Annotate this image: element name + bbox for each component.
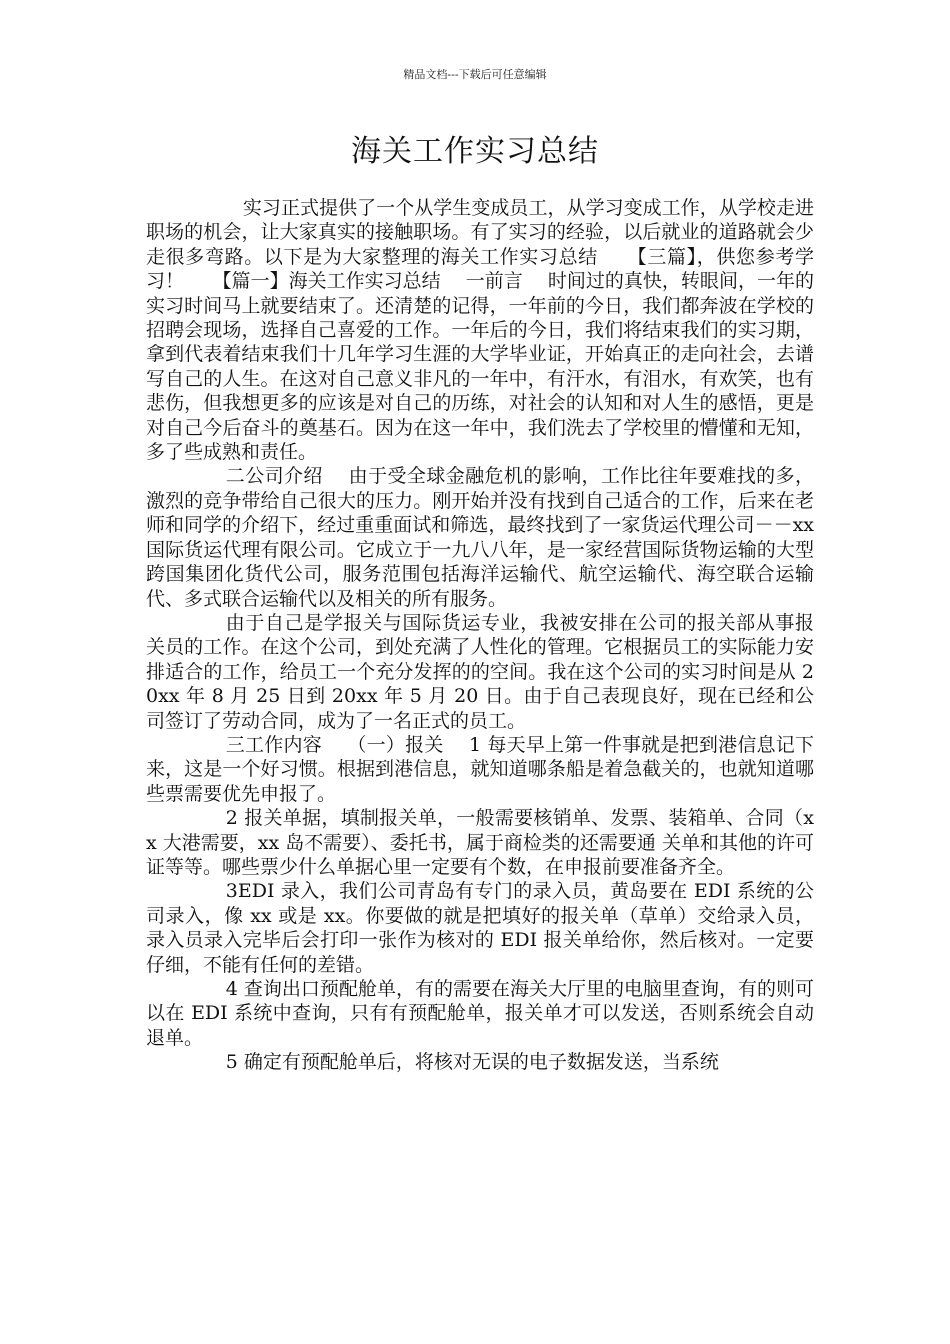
paragraph-work-content: 三工作内容 （一）报关 1 每天早上第一件事就是把到港信息记下来，这是一个好习惯。根据到港信息，就知道哪条船是着急截关的，也就知道哪些票需要优先申报了。 xyxy=(146,733,814,805)
paragraph-assignment: 由于自己是学报关与国际货运专业，我被安排在公司的报关部从事报关员的工作。在这个公司，到处充满了人性化的管理。它根据员工的实际能力安排适合的工作，给员工一个充分发挥的的空间。我在这个公司的实习时间是从 20xx 年 8 月 25 日到 20xx 年 5 月 20 日。由于自己表现良好，现在已经和公司签订了劳动合同，成为了一名正式的员工。 xyxy=(146,611,814,732)
paragraph-manifest-query: 4 查询出口预配舱单，有的需要在海关大厅里的电脑里查询，有的则可以在 EDI 系统中查询，只有有预配舱单，报关单才可以发送，否则系统会自动退单。 xyxy=(146,978,814,1049)
page-header-note: 精品文档---下载后可任意编辑 xyxy=(403,68,547,81)
paragraph-edi-entry: 3EDI 录入，我们公司青岛有专门的录入员，黄岛要在 EDI 系统的公司录入，像 xx 或是 xx。你要做的就是把填好的报关单（草单）交给录入员，录入员录入完毕后会打印一张作为核对的 EDI 报关单给你，然后核对。一定要仔细，不能有任何的差错。 xyxy=(146,880,814,976)
paragraph-intro: 实习正式提供了一个从学生变成员工，从学习变成工作，从学校走进职场的机会，让大家真实的接触职场。有了实习的经验，以后就业的道路就会少走很多弯路。以下是为大家整理的海关工作实习总结 【三篇】，供您参考学习！ 【篇一】海关工作实习总结 一前言 时间过的真快，转眼间，一年的实习时间马上就要结束了。还清楚的记得，一年前的今日，我们都奔波在学校的招聘会现场，选择自己喜爱的工作。一年后的今日，我们将结束我们的实习期，拿到代表着结束我们十几年学习生涯的大学毕业证，开始真正的走向社会，去谱写自己的人生。在这对自己意义非凡的一年中，有汗水，有泪水，有欢笑，也有悲伤，但我想更多的应该是对自己的历练，对社会的认知和对人生的感悟，更是对自己今后奋斗的奠基石。因为在这一年中，我们洗去了学校里的懵懂和无知，多了些成熟和责任。 xyxy=(146,197,814,464)
paragraph-data-send: 5 确定有预配舱单后，将核对无误的电子数据发送，当系统 xyxy=(225,1051,719,1074)
paragraph-company-intro: 二公司介绍 由于受全球金融危机的影响，工作比往年要难找的多，激烈的竞争带给自己很大的压力。刚开始并没有找到自己适合的工作，后来在老师和同学的介绍下，经过重重面试和筛选，最终找到了一家货运代理公司－－xx 国际货运代理有限公司。它成立于一九八八年，是一家经营国际货物运输的大型跨国集团化货代公司，服务范围包括海洋运输代、航空运输代、海空联合运输代、多式联合运输代以及相关的所有服务。 xyxy=(146,465,814,610)
document-body xyxy=(146,196,814,1075)
document-title: 海关工作实习总结 xyxy=(351,134,599,169)
paragraph-declaration-documents: 2 报关单据，填制报关单，一般需要核销单、发票、装箱单、合同（xx 大港需要，xx 岛不需要）、委托书，属于商检类的还需要通 关单和其他的许可证等等。哪些票少什么单据心里一定要有个数，在申报前要准备齐全。 xyxy=(146,807,814,878)
